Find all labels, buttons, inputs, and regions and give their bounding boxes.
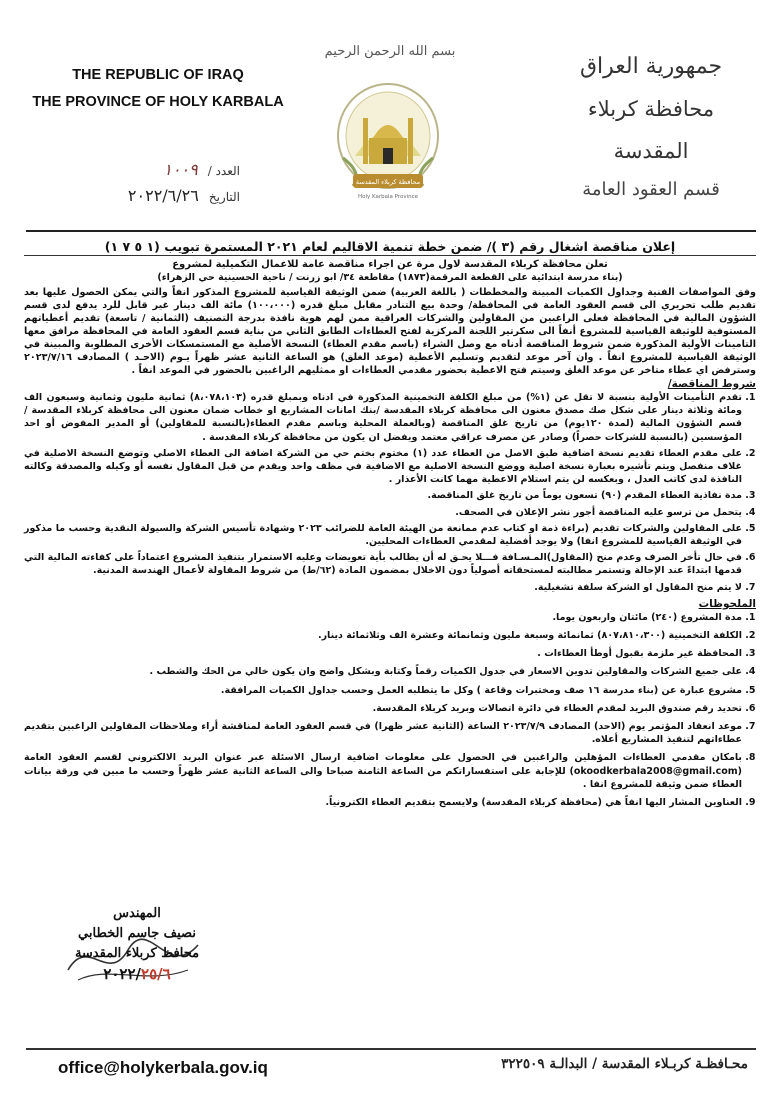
reference-date-row — [30, 186, 240, 212]
basmala: بسم الله الرحمن الرحيم — [324, 44, 456, 59]
annex-item: 8. بامكان مقدمي العطاءات المؤهلين والراغبين في الحصول على معلومات اضافية ارسال الاسئلة عبر عنوان البريد الالكتروني لقسم العقود العامة (okoodkerbala2008@gmail.com) للإجابة على استفساراتكم من الساعة الثامنة صباحا والى الساعة الثانية عشر ظهراً وحسب ما مبين في ورقة بيانات العطاء ضمن وثيقة للمشروع انفا . — [24, 751, 742, 791]
condition-item: 1. تقدم التأمينات الأولية بنسبة لا تقل عن (١%) من مبلغ الكلفة التخمينية المذكورة في ادناه وبمبلغ قدره (٨،٠٧٨،١٠٣) ثمانية مليون وثمانية وسبعون الف ومائة وثلاثة دينار على شكل صك مصدق معنون الى محافظة كربلاء المقدسة /بنك امانات المشاريع او خطاب ضمان معنون الى محافظة كربلاء المقدسة / قسم الشؤون المالية (لمدة ١٢٠يوم) من تاريخ غلق المناقصة (وبالعملة المحلية وباسم مقدم العطاء(بالنسبة للمقاولين) أو المدير المفوض أو احد المؤسسين (بالنسبة للشركات حصراً) وصادر عن مصرف عراقي معتمد ويفضل ان يكون من محافظة كربلاء المقدسة . — [24, 391, 742, 444]
signature-date-hand: ٢٥/٦ — [141, 965, 171, 983]
condition-item: 4. يتحمل من ترسو عليه المناقصة أجور نشر الإعلان في الصحف. — [24, 506, 742, 519]
notice-intro: وفق المواصفات الفنية وجداول الكميات المبينة والمخططات ( باللغة العربية) ضمن الوثيقة القياسية للمشروع المذكور انفاً والتي يمكن الحصول عليها بعد تقديم طلب تحريري الى قسم العقود العامة في المحافظة/ وحدة بيع التنادر مقابل مبلغ قدره (١٠٠،٠٠٠) مائة الف دينار غير قابل للرد يدفع لدى قسم الشؤون المالية في المحافظة فعلى الراغبين من المقاولين والشركات العراقية ممن لهم هوية نافذة بدرجة التصنيف (الثمانية / تاسعة) تقديم أعطياتهم المستوفية للوثيقة القياسية للمشروع أنفاً الى سكرتير اللجنة المركزية لفتح العطاءات الطابق الثاني من بناية قسم العقود العامة في المحافظة مرافق معها التامينات الأولية المذكورة ضمن شروط المناقصة أدناه مع وصل الشراء (باسم مقدم العطاء) النسخة الأصلية مع المستمسكات الأخرى المطلوبة والمبينة في الوثيقة القياسية للمشروع انفاً . وان آخر موعد لتقديم وتسليم الأعطية (موعد الغلق) هو الساعة الثانية عشر ظهراً يـوم (الاحـد ) المصادف ٢٠٢٣/٧/١٦ وسترفض اي عطاء متاخر عن موعد الغلق وسيتم فتح الاعطية بحضور مقدمي العطاءات او ممثليهم الراغبين بالحضور في الموعد انفاً . — [24, 287, 757, 376]
annex-item: 4. على جميع الشركات والمقاولين تدوين الاسعار في جدول الكميات رقماً وكتابة وبشكل واضح وان يكون خالي من الحك والشطب . — [24, 665, 742, 678]
signatory-position: محافظ كربلاء المقدسة — [74, 946, 200, 961]
annex-item: 3. المحافظة غير ملزمة بقبول أوطأ العطاءات . — [24, 647, 742, 660]
notice-body — [24, 236, 756, 814]
arabic-republic: جمهورية العراق — [579, 54, 723, 79]
date-label: التاريخ — [208, 190, 240, 204]
signatory-title: المهندس — [113, 906, 161, 921]
shrine-emblem-icon — [333, 78, 443, 208]
signatory-name: نصيف جاسم الخطابي — [78, 926, 196, 941]
notice-subtitle: تعلن محافظة كربلاء المقدسة لاول مرة عن اجراء مناقصة عامة للاعمال التكميلية لمشروع — [172, 259, 608, 270]
republic-title: THE REPUBLIC OF IRAQ — [72, 67, 244, 83]
annex-item: 7. موعد انعقاد المؤتمر يوم (الاحد) المصادف ٢٠٢٣/٧/٩ الساعة (الثانية عشر ظهرا) في قسم العقود العامة لمناقشة أراء وملاحظات المقاولين الراغبين بتقديم عطاءاتهم لتنفيذ المشاريع أعلاه. — [24, 720, 742, 746]
annex-item: 9. العناوين المشار اليها انفاً هي (محافظة كربلاء المقدسة) ولايسمح بتقديم العطاء الكترونياً. — [24, 796, 742, 809]
footer-email[interactable]: office@holykerbala.gov.iq — [58, 1058, 268, 1077]
annex-item: 6. تحديد رقم صندوق البريد لمقدم العطاء في دائرة اتصالات وبريد كربلاء المقدسة. — [24, 702, 742, 715]
signature-date — [52, 964, 222, 984]
conditions-list — [24, 391, 756, 594]
notice-title: إعلان مناقصة اشغال رقم (٣ )/ ضمن خطة تنمية الاقاليم لعام ٢٠٢١ المستمرة تبويب (١ ٥ ٧ ١) — [24, 239, 756, 256]
annex-item: 5. مشروع عبارة عن (بناء مدرسة ١٦ صف ومختبرات وقاعة ) وكل ما يتطلبه العمل وحسب جداول الكميات المرافقة. — [24, 684, 742, 697]
logo-ar-text: محافظة كربلاء المقدسة — [355, 178, 421, 186]
footer-divider — [26, 1048, 756, 1050]
logo-en-text: Holy Karbala Province — [357, 194, 419, 200]
header-divider — [26, 230, 756, 232]
project-description: (بناء مدرسة ابتدائية على القطعة المرقمة(١٨٧٣) مقاطعة ٣٤/ ابو زرنت / ناحية الحسينية حي الزهراء) — [157, 272, 623, 283]
signature-block — [52, 904, 222, 984]
annex-item: 2. الكلفة التخمينية (٨٠٧،٨١٠،٣٠٠) ثمانمائة وسبعة مليون وثمانمائة وعشرة الف وثلاثمائة دينار. — [24, 629, 742, 642]
english-letterhead — [28, 62, 288, 116]
footer-switchboard: محـافظـة كربـلاء المقدسة / البدالـة ٣٢٢٥٠٩ — [501, 1056, 748, 1072]
condition-item: 5. على المقاولين والشركات تقديم (براءة ذمة او كتاب عدم ممانعة من الهيئة العامة للضرائب ٢٠٢٣ وشهادة تأسيس الشركة والسيولة النقدية وحسب ما مذكور في الوثيقة القياسية للمشروع انفا) ولا يوجد أفضلية لمقدمي العطاءات المحليين. — [24, 522, 742, 548]
province-logo — [333, 78, 443, 208]
date-value: ٢٠٢٢/٦/٢٦ — [127, 186, 199, 205]
condition-item: 2. على مقدم العطاء تقديم نسخة اضافية طبق الاصل من العطاء عدد (١) مختوم بختم حي من الشركة اضافة الى العطاء الاصلي وتوضع النسخة الاصلية في غلاف منفصل ويتم تأشيره بعبارة نسخة اصلية ووضع النسخة الاصلية مع الاضافية في مظف واحد ويقدم من قبل المقاول نفسه أو وكيله والمصدقة وكالته النافذة لدى كاتب العدل ، وبعكسه لن يتم استلام الاعطية مهما كانت الأعذار . — [24, 447, 742, 487]
condition-item: 6. في حال تأخر الصرف وعدم منح (المقاول)المـسـافة فـــلا يحـق له أن يطالب بأية تعويضات وعليه الاستمرار بتنفيذ المشروع اعتماداً على كفاءته المالية التي قدمها ابتداءً عند الإحالة وتستمر مطالبته لمستحقاته أصولياً دون الاخلال بمضمون المادة (٦٢/ط) من شروط المقاولة لأعمال الهندسة المدنية. — [24, 551, 742, 577]
annexes-heading: الملحوظات — [698, 597, 756, 610]
number-label: العدد / — [207, 164, 240, 178]
reference-number-row — [30, 160, 240, 186]
signature-date-year: ٢٠٢٢/ — [103, 965, 142, 983]
number-value: ١٠٠٩ — [163, 160, 198, 179]
arabic-province: محافظة كربلاء المقدسة — [587, 97, 715, 163]
condition-item: 3. مدة نفاذية العطاء المقدم (٩٠) تسعون يوماً من تاريخ غلق المناقصة. — [24, 489, 742, 502]
annexes-list — [24, 611, 756, 809]
annex-item: 1. مدة المشروع (٢٤٠) مائتان واربعون يوما. — [24, 611, 742, 624]
condition-item: 7. لا يتم منح المقاول او الشركة سلفة تشغيلية. — [24, 581, 742, 594]
conditions-heading: شروط المناقصة/ — [667, 378, 756, 390]
arabic-department: قسم العقود العامة — [582, 179, 720, 200]
arabic-letterhead — [556, 46, 746, 208]
reference-box — [30, 160, 240, 212]
province-title: THE PROVINCE OF HOLY KARBALA — [32, 94, 284, 110]
